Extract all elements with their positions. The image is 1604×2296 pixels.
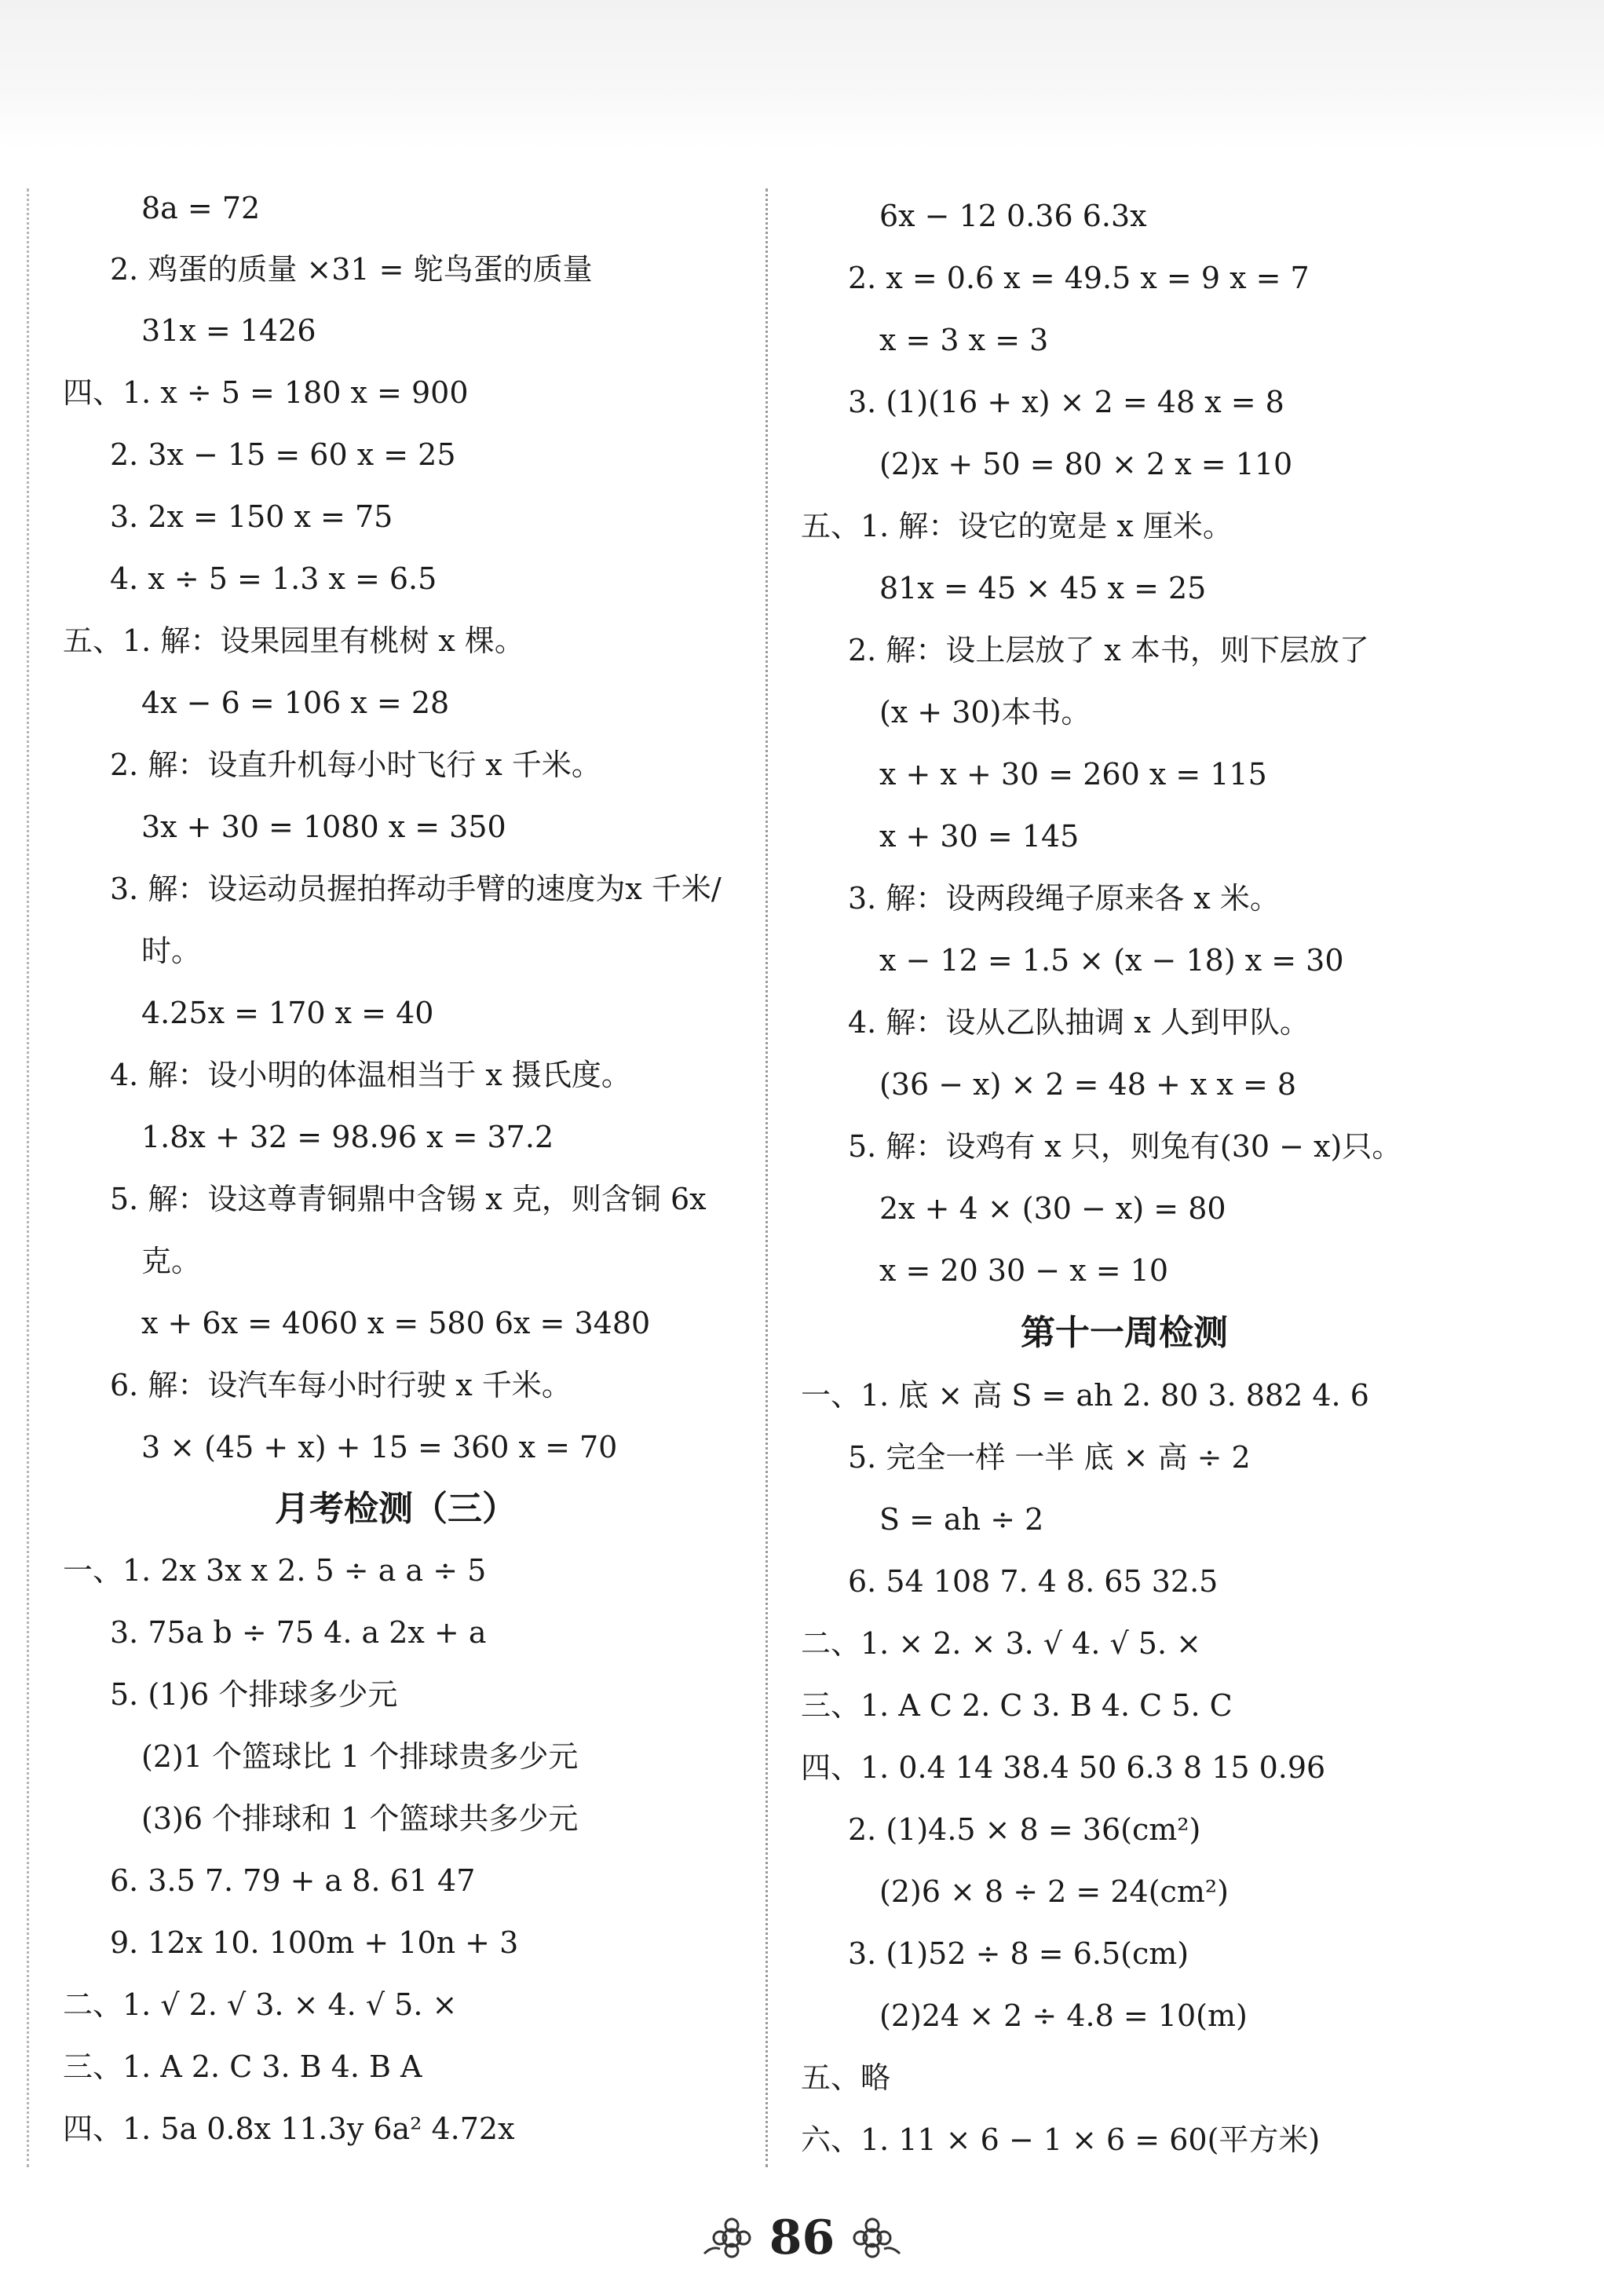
answer-line: 六、1. 11 × 6 − 1 × 6 = 60(平方米) — [801, 2122, 1321, 2157]
answer-line: 81x = 45 × 45 x = 25 — [879, 571, 1207, 605]
answer-line: 5. 解：设鸡有 x 只，则兔有(30 − x)只。 — [848, 1129, 1402, 1164]
answer-line: 8a = 72 — [141, 191, 261, 225]
answer-line: 4.25x = 170 x = 40 — [141, 996, 434, 1030]
answer-line: 5. (1)6 个排球多少元 — [110, 1677, 398, 1712]
answer-line: x + 6x = 4060 x = 580 6x = 3480 — [141, 1306, 651, 1340]
answer-line: 3. 2x = 150 x = 75 — [110, 499, 393, 534]
answer-line: 31x = 1426 — [141, 313, 316, 348]
answer-line: x − 12 = 1.5 × (x − 18) x = 30 — [879, 943, 1344, 978]
answer-line: 4. x ÷ 5 = 1.3 x = 6.5 — [110, 561, 437, 596]
answer-line: (2)24 × 2 ÷ 4.8 = 10(m) — [879, 1998, 1248, 2033]
answer-line: 二、1. √ 2. √ 3. × 4. √ 5. × — [63, 1987, 458, 2022]
answer-line: 3. 75a b ÷ 75 4. a 2x + a — [110, 1615, 487, 1650]
answer-line: 四、1. 5a 0.8x 11.3y 6a² 4.72x — [63, 2111, 515, 2146]
binding-edge-line — [27, 188, 29, 2167]
answer-line: (x + 30)本书。 — [879, 695, 1091, 729]
answer-line: 3x + 30 = 1080 x = 350 — [141, 810, 506, 844]
answer-line: 6. 3.5 7. 79 + a 8. 61 47 — [110, 1863, 476, 1898]
answer-line: 3. (1)(16 + x) × 2 = 48 x = 8 — [848, 385, 1284, 419]
answer-line: 4x − 6 = 106 x = 28 — [141, 686, 450, 720]
answer-line: 四、1. x ÷ 5 = 180 x = 900 — [63, 375, 469, 410]
answer-line: 五、1. 解：设它的宽是 x 厘米。 — [801, 509, 1233, 543]
answer-line: 9. 12x 10. 100m + 10n + 3 — [110, 1925, 519, 1960]
page-number: 86 — [769, 2210, 835, 2265]
answer-line: 四、1. 0.4 14 38.4 50 6.3 8 15 0.96 — [801, 1750, 1326, 1785]
answer-line: 5. 完全一样 一半 底 × 高 ÷ 2 — [848, 1440, 1251, 1475]
answer-line: 3. (1)52 ÷ 8 = 6.5(cm) — [848, 1936, 1189, 1971]
answer-line: 6. 54 108 7. 4 8. 65 32.5 — [848, 1564, 1219, 1599]
answer-line: x = 3 x = 3 — [879, 323, 1049, 357]
answer-line: x + 30 = 145 — [879, 819, 1080, 854]
answer-line: 2. 3x − 15 = 60 x = 25 — [110, 437, 456, 472]
answer-line: 时。 — [141, 934, 202, 968]
answer-line: 五、略 — [801, 2060, 891, 2095]
answer-line: 2. 解：设直升机每小时飞行 x 千米。 — [110, 748, 601, 782]
answer-line: 6x − 12 0.36 6.3x — [879, 199, 1147, 233]
answer-line: 克。 — [141, 1244, 202, 1278]
flower-decoration-icon — [700, 2214, 755, 2261]
answer-line: 6. 解：设汽车每小时行驶 x 千米。 — [110, 1368, 572, 1402]
page-top-band — [0, 0, 1604, 149]
answer-line: 4. 解：设从乙队抽调 x 人到甲队。 — [848, 1005, 1310, 1040]
answer-line: 一、1. 底 × 高 S = ah 2. 80 3. 882 4. 6 — [801, 1378, 1369, 1413]
answer-line: 5. 解：设这尊青铜鼎中含锡 x 克，则含铜 6x — [110, 1182, 707, 1216]
answer-line: (2)6 × 8 ÷ 2 = 24(cm²) — [879, 1874, 1229, 1909]
answer-line: (2)1 个篮球比 1 个排球贵多少元 — [141, 1739, 579, 1774]
answer-line: (3)6 个排球和 1 个篮球共多少元 — [141, 1801, 579, 1836]
page-footer — [0, 2203, 1604, 2273]
answer-line: (2)x + 50 = 80 × 2 x = 110 — [879, 447, 1293, 481]
section-title: 第十一周检测 — [1021, 1313, 1228, 1353]
answer-line: 三、1. A C 2. C 3. B 4. C 5. C — [801, 1688, 1233, 1723]
answer-line: 2x + 4 × (30 − x) = 80 — [879, 1191, 1226, 1226]
answer-line: 三、1. A 2. C 3. B 4. B A — [63, 2049, 422, 2084]
answer-line: 1.8x + 32 = 98.96 x = 37.2 — [141, 1120, 554, 1154]
answer-line: 2. 解：设上层放了 x 本书，则下层放了 — [848, 633, 1369, 667]
answer-line: 2. (1)4.5 × 8 = 36(cm²) — [848, 1812, 1201, 1847]
answer-line: 3. 解：设两段绳子原来各 x 米。 — [848, 881, 1280, 916]
answer-line: 4. 解：设小明的体温相当于 x 摄氏度。 — [110, 1058, 631, 1092]
answer-line: S = ah ÷ 2 — [879, 1502, 1044, 1537]
answer-line: x = 20 30 − x = 10 — [879, 1253, 1168, 1288]
answer-line: x + x + 30 = 260 x = 115 — [879, 757, 1267, 792]
answer-line: 3 × (45 + x) + 15 = 360 x = 70 — [141, 1430, 618, 1464]
answer-line: 五、1. 解：设果园里有桃树 x 棵。 — [63, 623, 524, 658]
column-divider — [765, 188, 768, 2167]
answer-line: 2. 鸡蛋的质量 ×31 = 鸵鸟蛋的质量 — [110, 252, 593, 287]
section-title: 月考检测（三） — [275, 1489, 517, 1529]
answer-line: 二、1. × 2. × 3. √ 4. √ 5. × — [801, 1626, 1201, 1661]
answer-line: 2. x = 0.6 x = 49.5 x = 9 x = 7 — [848, 261, 1310, 295]
answer-line: 一、1. 2x 3x x 2. 5 ÷ a a ÷ 5 — [63, 1553, 487, 1588]
flower-decoration-icon — [849, 2214, 904, 2261]
answer-line: (36 − x) × 2 = 48 + x x = 8 — [879, 1067, 1297, 1102]
answer-line: 3. 解：设运动员握拍挥动手臂的速度为x 千米/ — [110, 872, 722, 906]
